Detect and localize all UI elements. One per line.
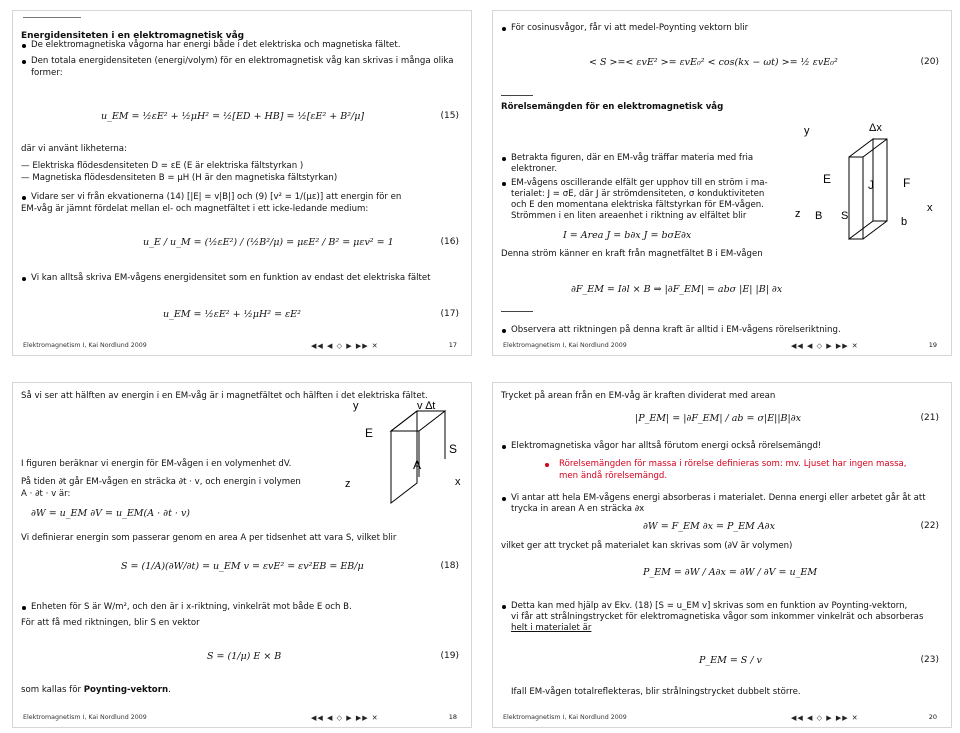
bullet-icon — [502, 497, 506, 501]
label-b: b — [901, 216, 908, 228]
paragraph — [511, 623, 591, 634]
paragraph: Denna ström känner en kraft från magnetfältet B i EM-vågen — [501, 249, 763, 259]
paragraph: För att få med riktningen, blir S en vektor — [21, 618, 200, 628]
equation-number: (21) — [920, 413, 939, 423]
slide-title: Energidensiteten i en elektromagnetisk våg — [21, 31, 245, 41]
slide-navigation[interactable]: ◀◀ ◀ ◇ ▶ ▶▶ ✕ — [791, 342, 859, 350]
definition-line: — Elektriska flödesdensiteten D = εE (E är elektriska fältstyrkan ) — [21, 161, 304, 171]
equation-number: (17) — [440, 309, 459, 319]
equation-18: S = (1/A)(∂W/∂t) = u_EM v = εvE² = εv²EB = EB/μ — [121, 561, 364, 572]
bullet-icon — [22, 196, 26, 200]
equation-20: < S >=< εvE² >= εvE₀² < cos(kx − ωt) >= ½ εvE₀² — [589, 57, 838, 68]
slide-page-17 — [12, 10, 472, 356]
axis-label-z: z — [795, 208, 801, 220]
axis-label-y: y — [804, 125, 810, 137]
label-F: F — [903, 176, 911, 190]
paragraph: Vi antar att hela EM-vågens energi absorberas i materialet. Denna energi eller arbetet går åt att — [511, 493, 926, 503]
bullet-icon — [502, 27, 506, 31]
paragraph: EM-vågens oscillerande elfält ger upphov till en ström i ma- — [511, 178, 768, 188]
divider — [501, 311, 533, 312]
equation-dW: ∂W = u_EM ∂V = u_EM(A · ∂t · v) — [31, 508, 191, 519]
paragraph: De elektromagnetiska vågorna har energi både i det elektriska och magnetiska fältet. — [31, 40, 401, 50]
equation-23: P_EM = S / v — [699, 655, 762, 666]
underlined-text: helt i materialet är — [511, 623, 592, 633]
paragraph: A · ∂t · v är: — [21, 489, 71, 499]
axis-label-x: x — [927, 202, 933, 214]
equation-number: (22) — [920, 521, 939, 531]
text-run: som kallas för — [21, 685, 84, 695]
slide-page-20 — [492, 382, 952, 728]
paragraph: där vi använt likheterna: — [21, 144, 127, 154]
slide-navigation[interactable]: ◀◀ ◀ ◇ ▶ ▶▶ ✕ — [311, 342, 379, 350]
equation-number: (15) — [440, 111, 459, 121]
paragraph: I figuren beräknar vi energin för EM-vågen i en volymenhet dV. — [21, 459, 292, 469]
highlight-note: Rörelsemängden för massa i rörelse definieras som: mv. Ljuset har ingen massa, — [559, 459, 907, 469]
label-J: J — [868, 178, 874, 192]
label-B: B — [815, 210, 823, 222]
axis-label-z: z — [345, 478, 351, 490]
footer: Elektromagnetism I, Kai Nordlund 2009 — [503, 342, 627, 349]
axis-label-x: x — [455, 476, 461, 488]
paragraph: Vidare ser vi från ekvationerna (14) [|E| = v|B|] och (9) [v² = 1/(με)] att energin för en — [31, 192, 402, 202]
paragraph: Den totala energidensiteten (energi/volym) för en elektromagnetisk våg kan skrivas i många olika — [31, 56, 454, 66]
slide-navigation[interactable]: ◀◀ ◀ ◇ ▶ ▶▶ ✕ — [791, 714, 859, 722]
equation-number: (16) — [440, 237, 459, 247]
bullet-icon — [502, 605, 506, 609]
term-poynting-vector: Poynting-vektorn — [83, 685, 169, 695]
definition-line: — Magnetiska flödesdensiteten B = μH (H är den magnetiska fältstyrkan) — [21, 173, 338, 183]
bullet-icon — [502, 329, 506, 333]
paragraph: vilket ger att trycket på materialet kan skrivas som (∂V är volymen) — [501, 541, 793, 551]
slide-navigation[interactable]: ◀◀ ◀ ◇ ▶ ▶▶ ✕ — [311, 714, 379, 722]
paragraph: Betrakta figuren, där en EM-våg träffar materia med fria — [511, 153, 754, 163]
paragraph: För cosinusvågor, får vi att medel-Poynting vektorn blir — [511, 23, 749, 33]
equation-22: ∂W = F_EM ∂x = P_EM A∂x — [643, 521, 775, 532]
label-A: A — [413, 458, 422, 472]
paragraph: elektroner. — [511, 164, 558, 174]
equation-force: ∂F_EM = I∂l × B ⇒ |∂F_EM| = abσ |E| |B| ∂x — [571, 284, 783, 295]
label-v-delta-t: v ∆t — [417, 400, 436, 412]
divider — [501, 95, 533, 96]
equation-number: (18) — [440, 561, 459, 571]
bullet-icon — [502, 182, 506, 186]
label-S: S — [449, 442, 458, 456]
paragraph: vi får att strålningstrycket för elektromagnetiska vågor som inkommer vinkelrät och absorberas — [511, 612, 924, 622]
section-heading: Rörelsemängden för en elektromagnetisk våg — [501, 102, 724, 112]
paragraph: Vi definierar energin som passerar genom en area A per tidsenhet att vara S, vilket blir — [21, 533, 397, 543]
paragraph: Ifall EM-vågen totalreflekteras, blir strålningstrycket dubbelt större. — [511, 687, 801, 697]
equation-21: |P_EM| = |∂F_EM| / ab = σ|E||B|∂x — [635, 413, 801, 424]
bullet-icon — [502, 445, 506, 449]
paragraph: Så vi ser att hälften av energin i en EM-våg är i magnetfältet och hälften i det elektriska fältet. — [21, 391, 428, 401]
paragraph: trycka in arean A en sträcka ∂x — [511, 504, 645, 514]
page-number: 17 — [448, 341, 457, 349]
paragraph: Detta kan med hjälp av Ekv. (18) [S = u_EM v] skrivas som en funktion av Poynting-vektorn, — [511, 601, 908, 611]
bullet-icon — [545, 463, 549, 467]
slide-page-19 — [492, 10, 952, 356]
label-S: S — [841, 210, 849, 222]
paragraph: Observera att riktningen på denna kraft är alltid i EM-vågens rörelseriktning. — [511, 325, 841, 335]
label-delta-x: Δx — [869, 122, 882, 134]
wave-volume-diagram — [331, 397, 469, 507]
highlight-note: men ändå rörelsemängd. — [559, 471, 668, 481]
paragraph: former: — [31, 68, 63, 78]
bullet-icon — [22, 44, 26, 48]
paragraph: Vi kan alltså skriva EM-vågens energidensitet som en funktion av endast det elektriska fältet — [31, 273, 431, 283]
paragraph: Strömmen i en liten areaenhet i riktning av elfältet blir — [511, 211, 747, 221]
text-run: . — [168, 685, 171, 695]
label-E: E — [365, 426, 374, 440]
page-number: 18 — [448, 713, 457, 721]
bullet-icon — [502, 157, 506, 161]
paragraph: Elektromagnetiska vågor har alltså förutom energi också rörelsemängd! — [511, 441, 822, 451]
footer: Elektromagnetism I, Kai Nordlund 2009 — [23, 714, 147, 721]
bullet-icon — [22, 606, 26, 610]
equation-current: I = Area J = b∂x J = bσE∂x — [563, 230, 692, 241]
page-number: 20 — [928, 713, 937, 721]
footer: Elektromagnetism I, Kai Nordlund 2009 — [503, 714, 627, 721]
label-E: E — [823, 172, 832, 186]
paragraph: På tiden ∂t går EM-vågen en sträcka ∂t · v, och energin i volymen — [21, 477, 301, 487]
equation-17: u_EM = ½εE² + ½μH² = εE² — [163, 309, 301, 320]
paragraph: Trycket på arean från en EM-våg är kraften dividerat med arean — [501, 391, 776, 401]
paragraph: terialet: J = σE, där J är strömdensiteten, σ konduktiviteten — [511, 189, 765, 199]
bullet-icon — [22, 60, 26, 64]
footer: Elektromagnetism I, Kai Nordlund 2009 — [23, 342, 147, 349]
equation-number: (19) — [440, 651, 459, 661]
paragraph: och E den momentana elektriska fältstyrkan för EM-vågen. — [511, 200, 764, 210]
paragraph — [21, 685, 171, 696]
equation-16: u_E / u_M = (½εE²) / (½B²/μ) = μεE² / B² = μεv² = 1 — [143, 237, 394, 248]
equation-number: (20) — [920, 57, 939, 67]
slide-page-18 — [12, 382, 472, 728]
equation-19: S = (1/μ) E × B — [207, 651, 282, 662]
equation-pressure: P_EM = ∂W / A∂x = ∂W / ∂V = u_EM — [643, 567, 818, 578]
paragraph: Enheten för S är W/m², och den är i x-riktning, vinkelrät mot både E och B. — [31, 602, 352, 612]
equation-15: u_EM = ½εE² + ½μH² = ½[ED + HB] = ½[εE² + B²/μ] — [101, 111, 365, 122]
top-rule — [23, 17, 81, 18]
paragraph: EM-våg är jämnt fördelat mellan el- och magnetfältet i ett icke-ledande medium: — [21, 204, 369, 214]
bullet-icon — [22, 277, 26, 281]
slab-field-diagram — [791, 121, 941, 251]
equation-number: (23) — [920, 655, 939, 665]
page-number: 19 — [928, 341, 937, 349]
axis-label-y: y — [353, 400, 359, 412]
